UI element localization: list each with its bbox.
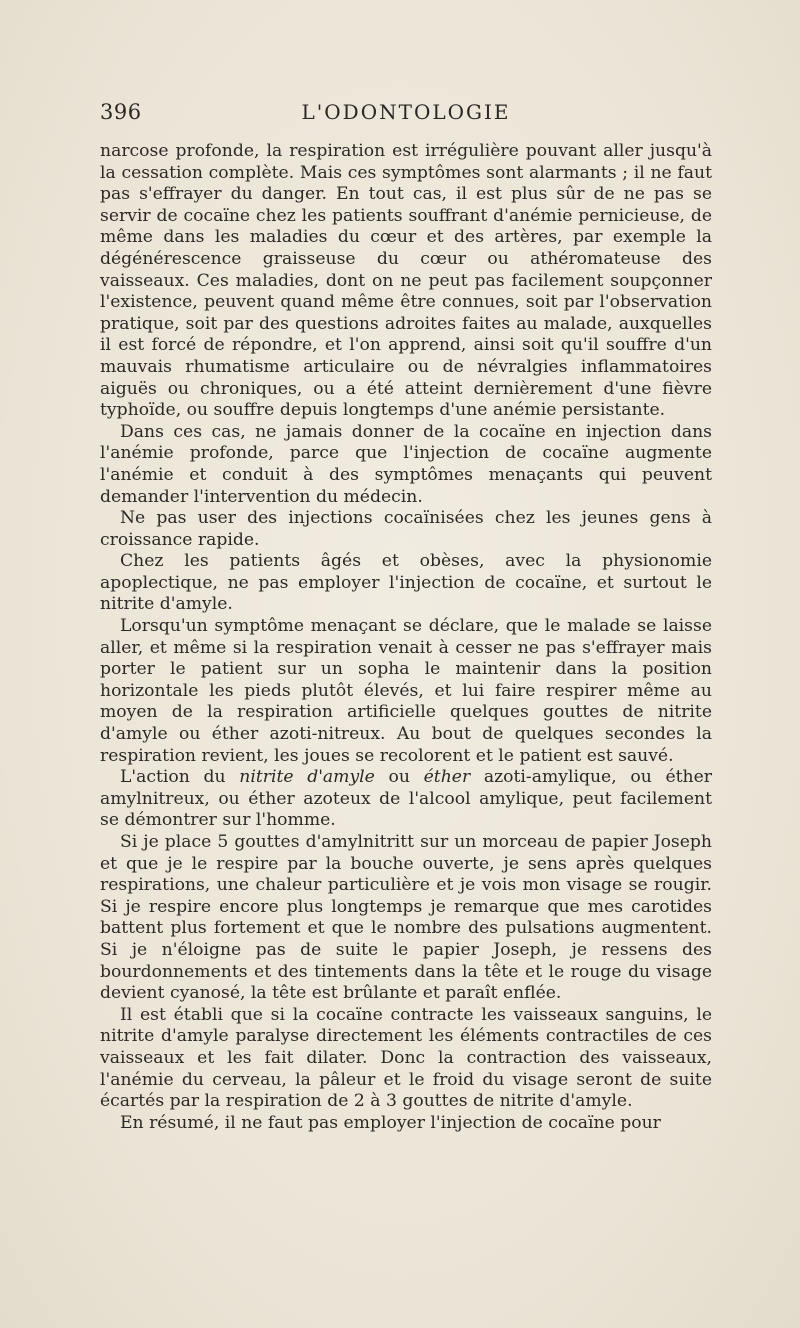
paragraph-6	[100, 767, 712, 832]
paragraph-6-italic-term: nitrite d'amyle	[239, 767, 375, 788]
paragraph-5: Lorsqu'un symptôme menaçant se déclare, que le malade se laisse aller, et même si la respiration venait à cesser ne pas s'effrayer mais porter le patient sur un sopha le maintenir dans la position horizontale les pieds plutôt élevés, et lui faire respirer même au moyen de la respiration artificielle quelques gouttes de nitrite d'amyle ou éther azoti-nitreux. Au bout de quelques secondes la respiration revient, les joues se recolorent et le patient est sauvé.	[100, 616, 712, 766]
paragraph-8: Il est établi que si la cocaïne contracte les vaisseaux sanguins, le nitrite d'amyle paralyse directement les éléments contractiles de ces vaisseaux et les fait dilater. Donc la contraction des vaisseaux, l'anémie du cerveau, la pâleur et le froid du visage seront de suite écartés par la respiration de 2 à 3 gouttes de nitrite d'amyle.	[100, 1004, 712, 1112]
body-text	[100, 141, 712, 1134]
paragraph-7: Si je place 5 gouttes d'amylnitritt sur un morceau de papier Joseph et que je le respire par la bouche ouverte, je sens après quelques respirations, une chaleur particulière et je vois mon visage se rougir. Si je respire encore plus longtemps je remarque que mes carotides battent plus fortement et que le nombre des pulsations augmentent. Si je n'éloigne pas de suite le papier Joseph, je ressens des bourdonnements et des tintements dans la tête et le rouge du visage devient cyanosé, la tête est brûlante et paraît enflée.	[100, 832, 712, 1004]
paragraph-6-pre: L'action du	[120, 767, 240, 788]
paragraph-1: narcose profonde, la respiration est irrégulière pouvant aller jusqu'à la cessation complète. Mais ces symptômes sont alarmants ; il ne faut pas s'effrayer du danger. En tout cas, il est plus sûr de ne pas se servir de cocaïne chez les patients souffrant d'anémie pernicieuse, de même dans les maladies du cœur et des artères, par exemple la dégénérescence graisseuse du cœur ou athéromateuse des vaisseaux. Ces maladies, dont on ne peut pas facilement soupçonner l'existence, peuvent quand même être connues, soit par l'observation pratique, soit par des questions adroites faites au malade, auxquelles il est forcé de répondre, et l'on apprend, ainsi soit qu'il souffre d'un mauvais rhumatisme articulaire ou de névralgies inflammatoires aiguës ou chroniques, ou a été atteint dernièrement d'une fièvre typhoïde, ou souffre depuis longtemps d'une anémie persistante.	[100, 141, 712, 421]
paragraph-9: En résumé, il ne faut pas employer l'injection de cocaïne pour	[120, 1112, 661, 1133]
paragraph-3: Ne pas user des injections cocaïnisées chez les jeunes gens à croissance rapide.	[100, 508, 712, 550]
running-title: L'ODONTOLOGIE	[301, 100, 511, 124]
paragraph-6-post: azoti-amylique, ou éther amylnitreux, ou éther azoteux de l'alcool amylique, peut facilement se démontrer sur l'homme.	[100, 767, 712, 831]
page-number: 396	[100, 100, 142, 124]
paragraph-6-mid: ou	[374, 767, 424, 788]
paragraph-6-italic-ether: éther	[423, 767, 471, 788]
paragraph-4: Chez les patients âgés et obèses, avec la physionomie apoplectique, ne pas employer l'injection de cocaïne, et surtout le nitrite d'amyle.	[100, 551, 712, 615]
paragraph-2: Dans ces cas, ne jamais donner de la cocaïne en injection dans l'anémie profonde, parce que l'injection de cocaïne augmente l'anémie et conduit à des symptômes menaçants qui peuvent demander l'intervention du médecin.	[100, 421, 712, 507]
page-header	[100, 100, 712, 132]
